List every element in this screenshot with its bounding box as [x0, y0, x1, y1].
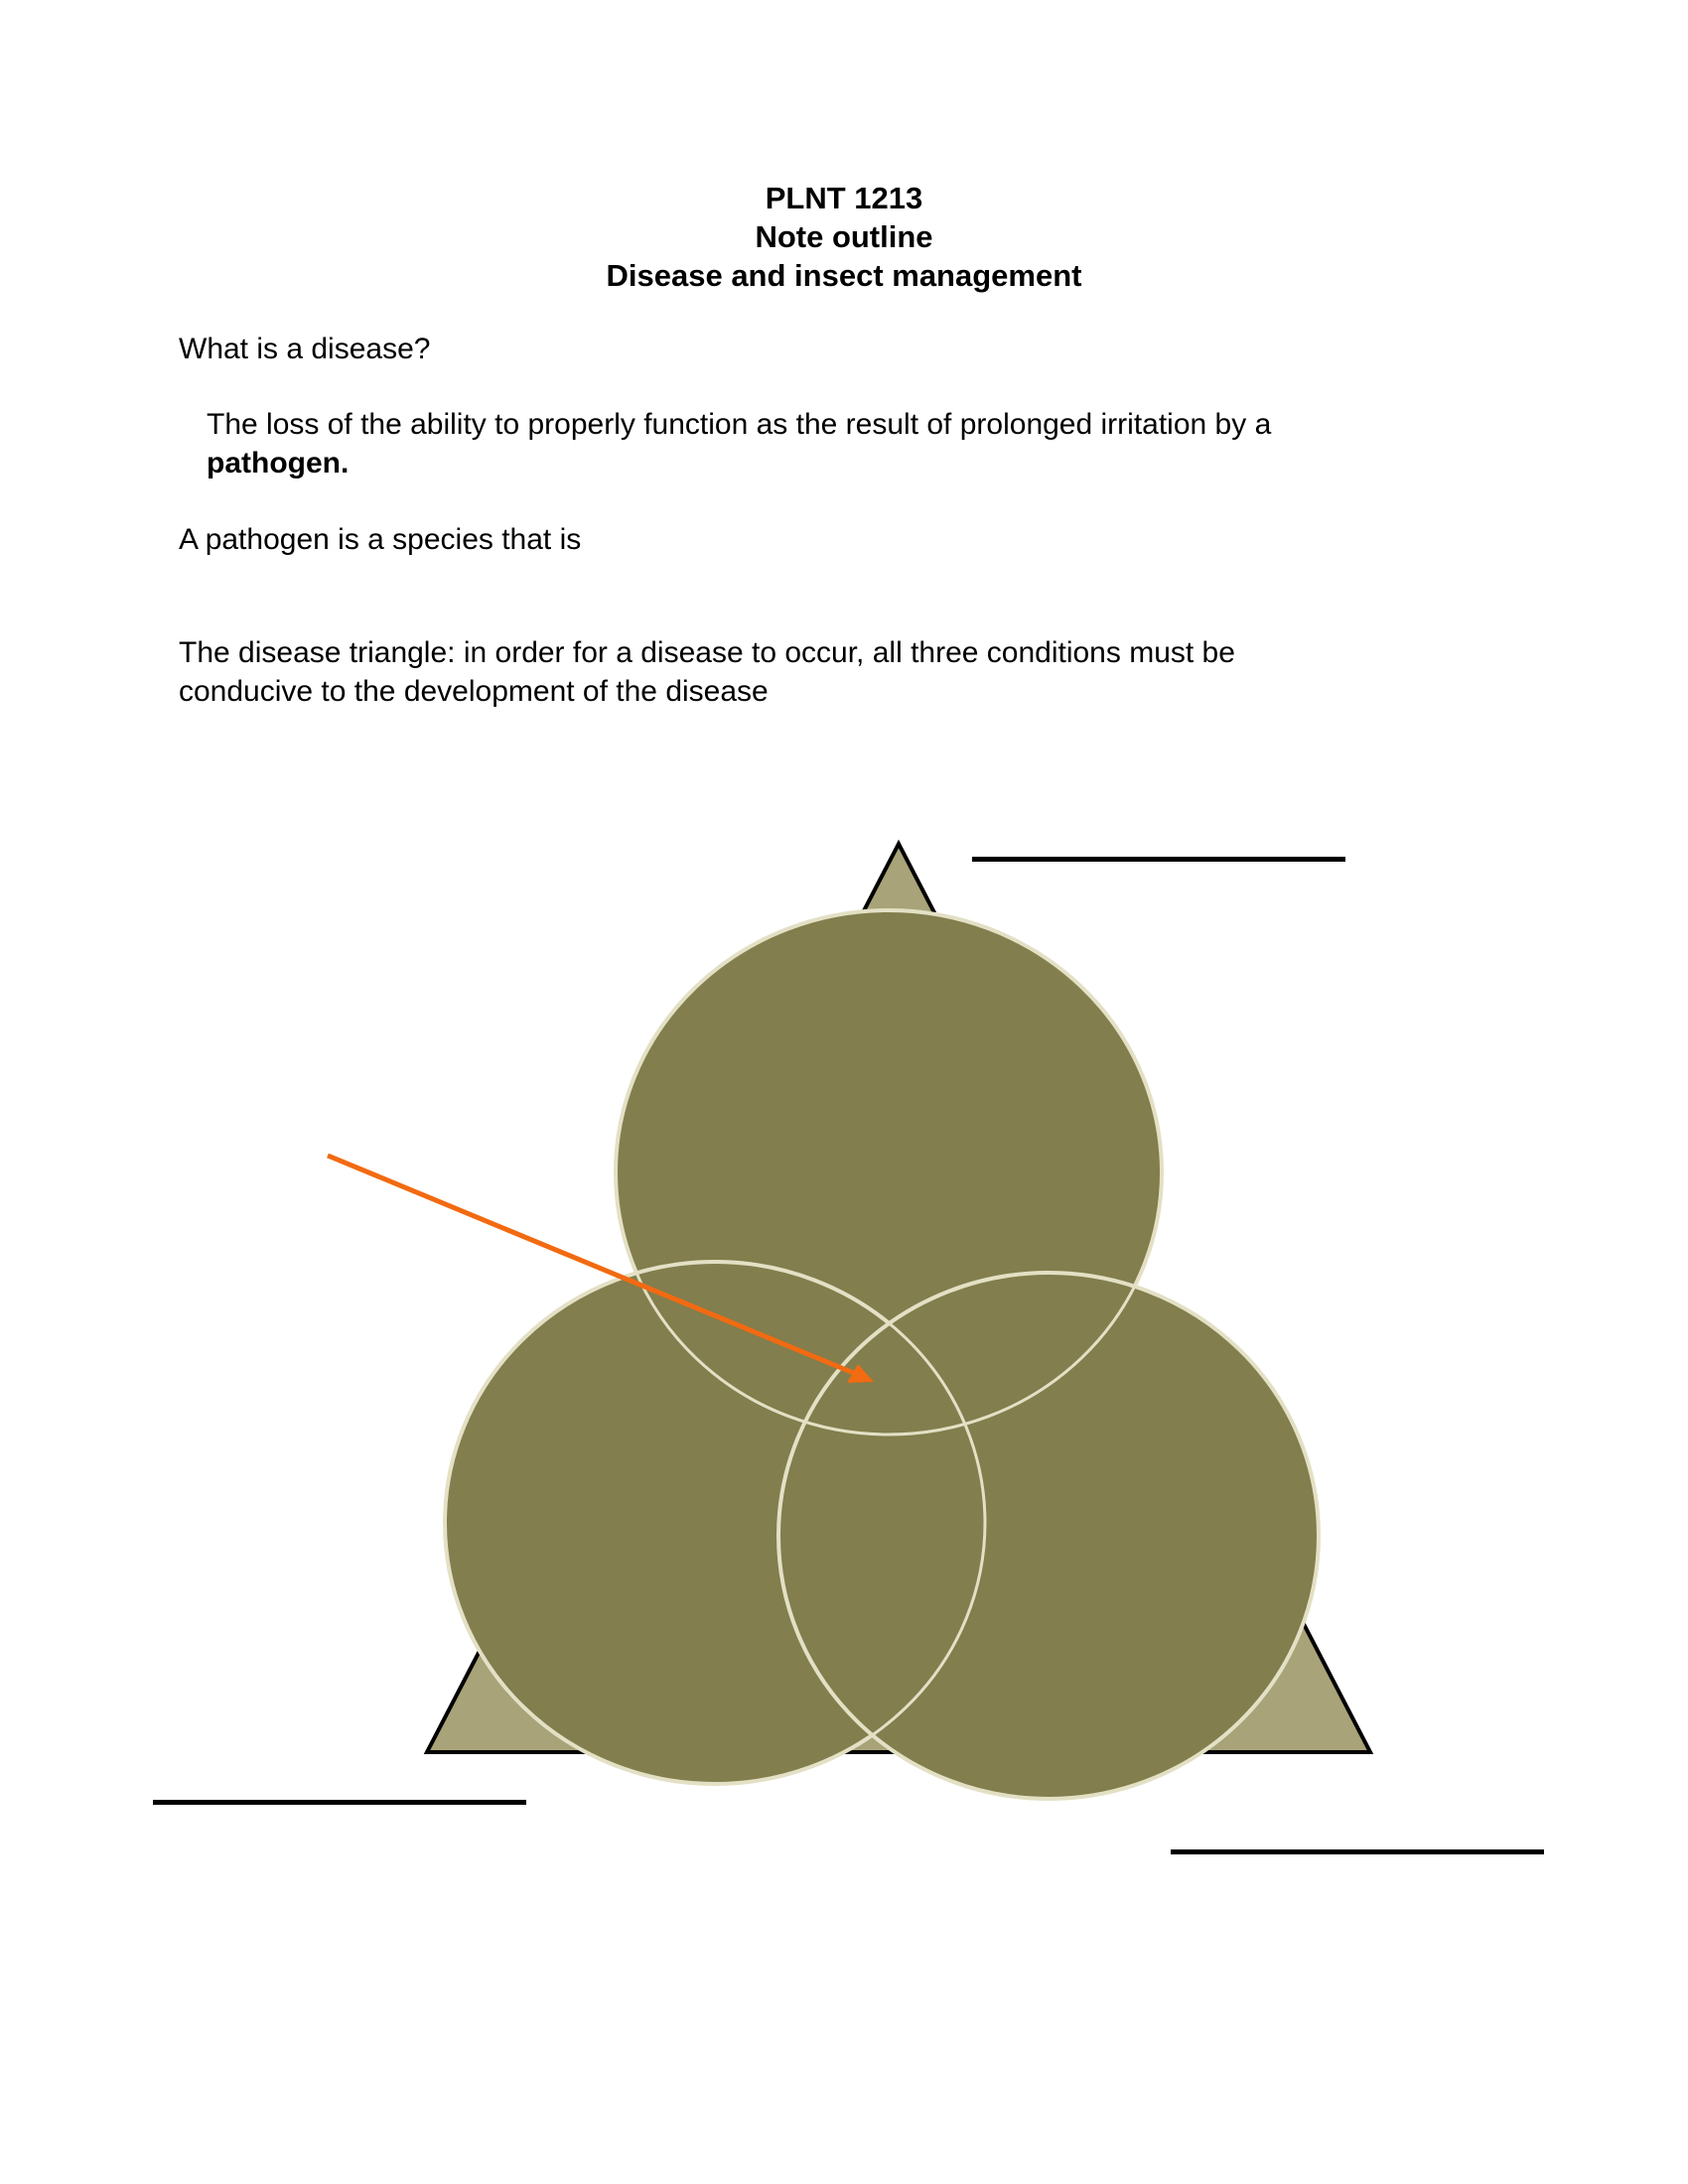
- pathogen-prompt: A pathogen is a species that is: [179, 523, 582, 556]
- blank-line-bottom-right[interactable]: [1171, 1849, 1544, 1854]
- definition-keyword: pathogen.: [207, 447, 350, 479]
- triangle-intro-line2: conducive to the development of the disease: [179, 675, 769, 708]
- definition-text: The loss of the ability to properly function as the result of prolonged irritation by a: [207, 408, 1272, 441]
- blank-line-top-right[interactable]: [972, 857, 1345, 862]
- blank-line-bottom-left[interactable]: [153, 1800, 526, 1805]
- course-code: PLNT 1213: [765, 181, 923, 215]
- document-subtitle: Note outline: [755, 219, 933, 254]
- venn-circle-right: [778, 1273, 1319, 1799]
- triangle-intro-line1: The disease triangle: in order for a disease to occur, all three conditions must be: [179, 636, 1235, 669]
- question-what-is-disease: What is a disease?: [179, 333, 431, 365]
- document-topic: Disease and insect management: [606, 258, 1082, 293]
